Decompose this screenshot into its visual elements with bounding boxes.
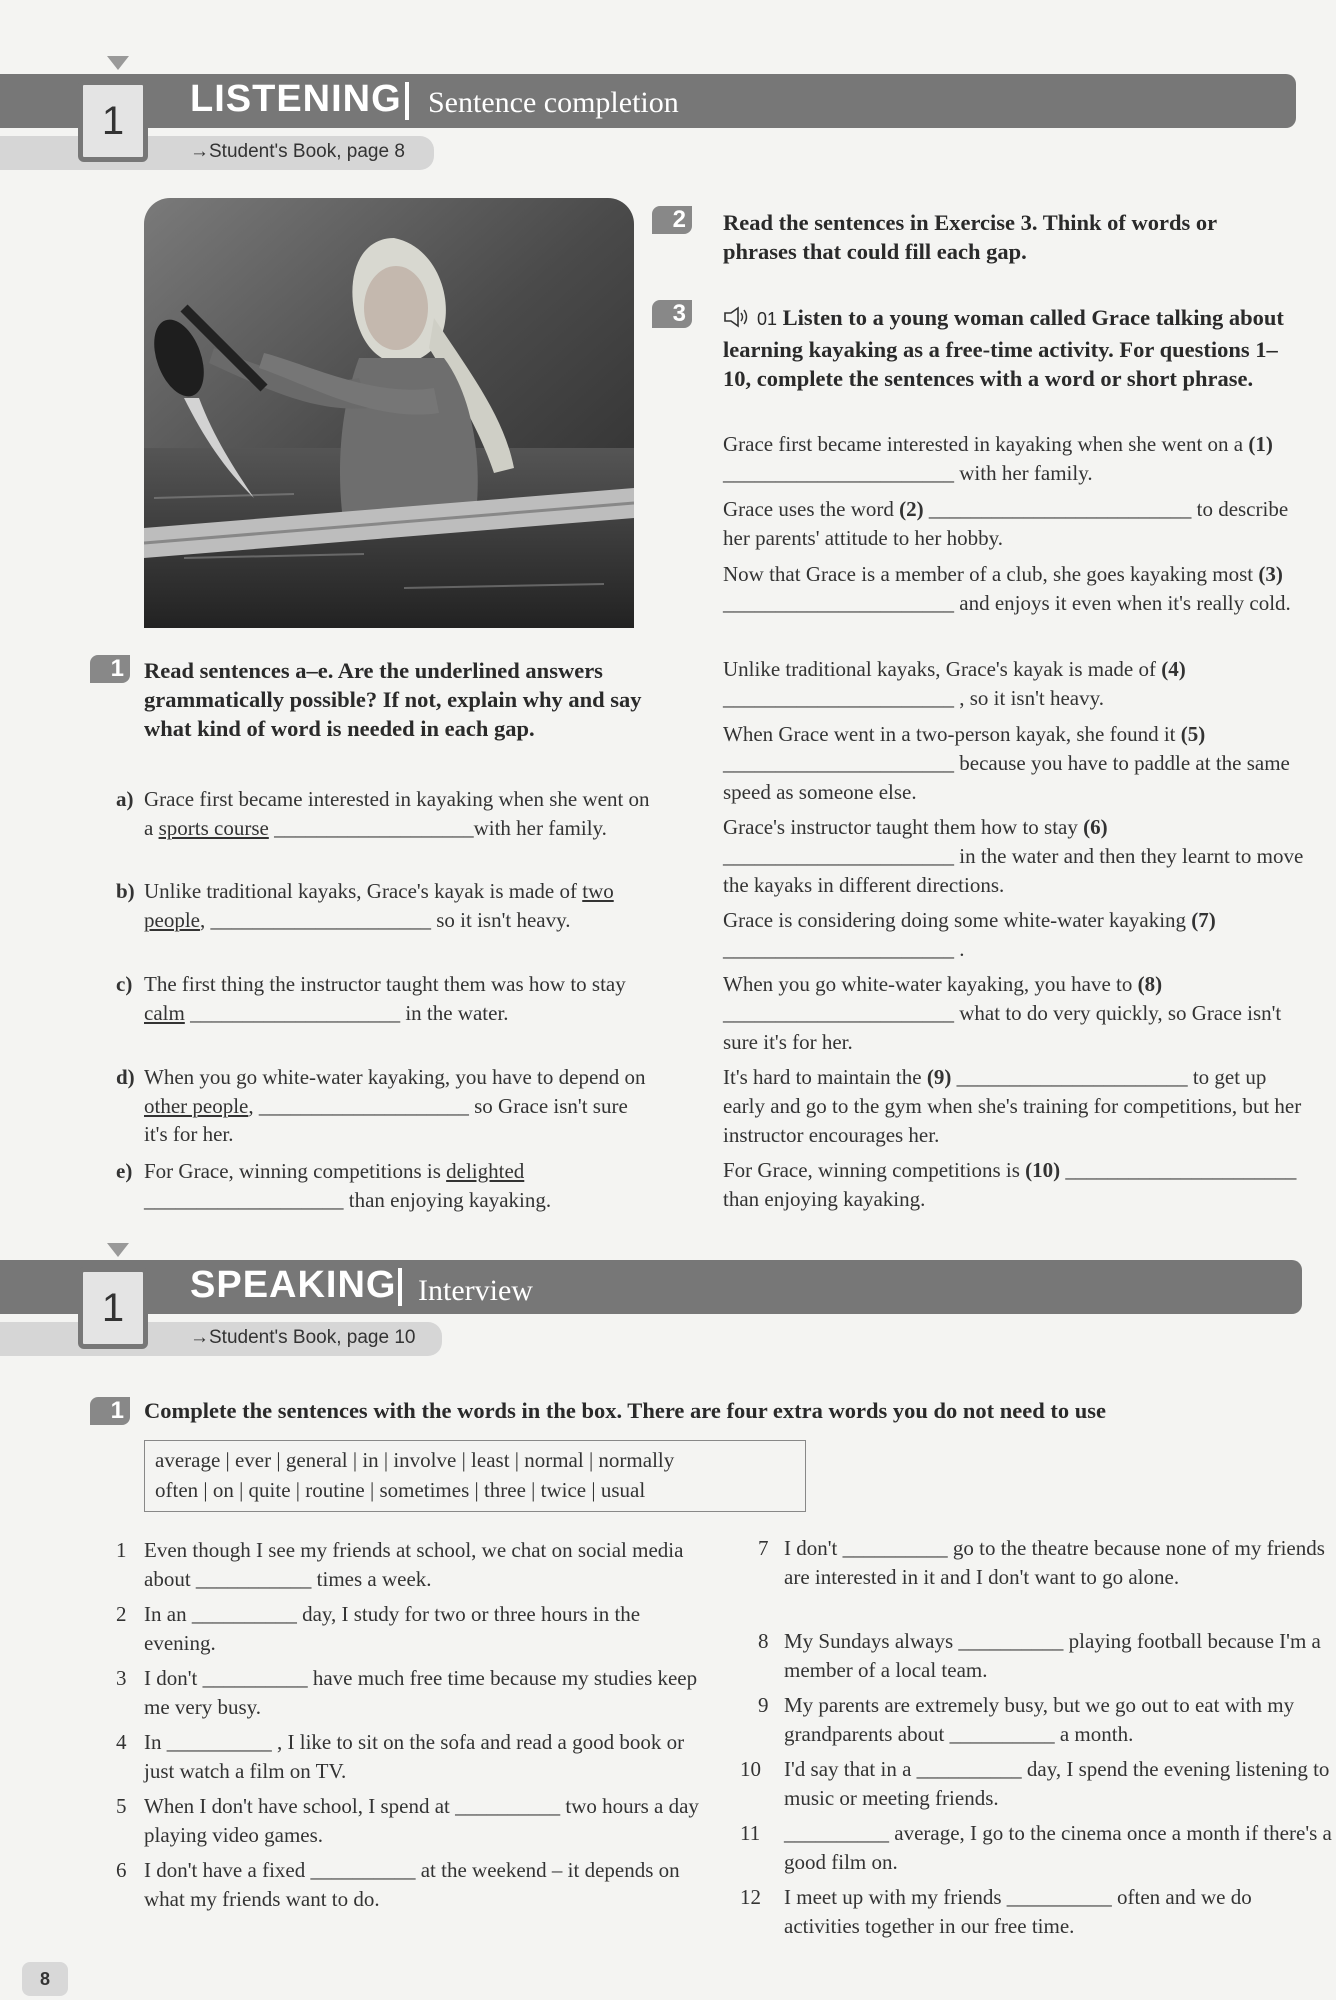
gap-number: (4): [1161, 657, 1186, 681]
sentence-text: Unlike traditional kayaks, Grace's kayak is made of: [723, 657, 1162, 681]
speaking-item-6: [116, 1856, 706, 1913]
speaking-item-5: [116, 1792, 706, 1849]
item-number: 5: [116, 1794, 127, 1818]
item-text: When I don't have school, I spend at __________ two hours a day playing video games.: [144, 1794, 699, 1847]
speaking-subtitle: Interview: [418, 1274, 533, 1307]
item-text: I don't __________ have much free time because my studies keep me very busy.: [144, 1666, 698, 1719]
item-number: 1: [116, 1538, 127, 1562]
speaking-item-9: [740, 1691, 1332, 1748]
listening-book-ref: [0, 136, 434, 170]
item-text-end: ___________________ than enjoying kayaking.: [144, 1187, 552, 1212]
listening-subtitle: Sentence completion: [428, 86, 679, 119]
gap-number: (8): [1137, 972, 1163, 996]
sentence-text-end: ______________________ to get up early and go to the gym when she's training for competitions, but her instructor encourages her.: [723, 1065, 1302, 1147]
section-arrow-marker: [107, 1243, 129, 1257]
sentence-text: When Grace went in a two-person kayak, she found it: [723, 722, 1181, 746]
exercise-3-sentence-4: [723, 655, 1308, 713]
item-text: My Sundays always __________ playing football because I'm a member of a local team.: [784, 1629, 1321, 1682]
exercise-1-item-b: [116, 877, 656, 934]
book-ref-label: →Student's Book, page 10: [190, 1327, 416, 1348]
item-text-end: ____________________ in the water.: [184, 1000, 509, 1025]
section-arrow-marker: [107, 56, 129, 70]
sentence-text: When you go white-water kayaking, you have to: [723, 972, 1138, 996]
speaking-item-2: [116, 1600, 706, 1657]
item-text-end: , _____________________ so it isn't heavy.: [199, 907, 571, 932]
item-text: I meet up with my friends __________ often and we do activities together in our free time.: [784, 1885, 1252, 1938]
speaking-item-4: [116, 1728, 706, 1785]
gap-number: (10): [1025, 1158, 1061, 1182]
item-label: a): [116, 787, 134, 811]
sentence-text-end: ______________________ .: [723, 937, 965, 961]
exercise-3-sentence-1: [723, 430, 1308, 488]
title-divider: [398, 1268, 402, 1306]
sentence-text-end: ______________________ , so it isn't heavy.: [723, 686, 1104, 710]
book-ref-label: →Student's Book, page 8: [190, 141, 405, 162]
item-text: I'd say that in a __________ day, I spend the evening listening to music or meeting friends.: [784, 1757, 1330, 1810]
sentence-text-end: ______________________ what to do very quickly, so Grace isn't sure it's for her.: [723, 1001, 1282, 1054]
exercise-1-item-e: [116, 1157, 656, 1214]
item-number: 2: [116, 1602, 127, 1626]
exercise-2-instruction: Read the sentences in Exercise 3. Think of words or phrases that could fill each gap.: [723, 210, 1217, 264]
sentence-text: Grace uses the word: [723, 497, 900, 521]
exercise-1-item-d: [116, 1063, 656, 1149]
item-label: d): [116, 1065, 135, 1089]
item-text: The first thing the instructor taught them was how to stay: [144, 972, 626, 996]
gap-number: (5): [1180, 722, 1206, 746]
speaking-book-ref: [0, 1322, 442, 1356]
sentence-text-end: ______________________ because you have to paddle at the same speed as someone else.: [723, 751, 1290, 804]
sentence-text: For Grace, winning competitions is: [723, 1158, 1026, 1182]
exercise-3-sentence-9: [723, 1063, 1308, 1150]
sentence-text-end: _________________________ to describe her parents' attitude to her hobby.: [723, 497, 1289, 550]
speaking-title: SPEAKING: [190, 1264, 397, 1306]
title-divider: [405, 82, 409, 120]
item-text: My parents are extremely busy, but we go out to eat with my grandparents about __________ a month.: [784, 1693, 1295, 1746]
underlined-answer: delighted: [446, 1159, 525, 1183]
exercise-1-item-c: [116, 970, 656, 1027]
item-number: 8: [758, 1629, 769, 1653]
listening-title: LISTENING: [190, 78, 402, 120]
gap-number: (7): [1191, 908, 1216, 932]
sentence-text: Grace is considering doing some white-water kayaking: [723, 908, 1192, 932]
sentence-text-end: ______________________ and enjoys it even when it's really cold.: [723, 591, 1291, 615]
item-text-end: ___________________with her family.: [268, 815, 607, 840]
item-label: c): [116, 972, 133, 996]
word-box: [144, 1440, 806, 1512]
underlined-answer: sports course: [158, 815, 269, 840]
item-number: 11: [740, 1821, 761, 1845]
item-text: In __________ , I like to sit on the sofa and read a good book or just watch a film on TV.: [144, 1730, 685, 1783]
sentence-text: It's hard to maintain the: [723, 1065, 927, 1089]
exercise-1-item-a: [116, 785, 656, 842]
item-text: I don't __________ go to the theatre because none of my friends are interested in it and I don't want to go alone.: [784, 1536, 1325, 1589]
underlined-answer: calm: [144, 1000, 185, 1025]
item-number: 6: [116, 1858, 127, 1882]
item-label: b): [116, 879, 135, 903]
kayaking-photo: [144, 198, 634, 628]
item-text: When you go white-water kayaking, you have to depend on: [144, 1065, 646, 1089]
unit-number-box: 1: [78, 1267, 148, 1349]
sentence-text-end: ______________________ in the water and then they learnt to move the kayaks in different directions.: [723, 844, 1304, 897]
exercise-3-sentence-2: [723, 495, 1308, 553]
underlined-answer: two people: [144, 879, 614, 932]
exercise-3-sentence-5: [723, 720, 1308, 807]
gap-number: (6): [1083, 815, 1108, 839]
exercise-3-sentence-6: [723, 813, 1308, 900]
exercise-3-instruction-block: [723, 303, 1303, 393]
exercise-3-sentence-8: [723, 970, 1308, 1057]
speaking-exercise-1-badge: 1: [90, 1397, 130, 1425]
sentence-text: Now that Grace is a member of a club, she goes kayaking most: [723, 562, 1259, 586]
item-text: In an __________ day, I study for two or three hours in the evening.: [144, 1602, 641, 1655]
unit-number-box: 1: [78, 80, 148, 162]
exercise-3-badge: 3: [652, 300, 692, 328]
speaking-item-10: [740, 1755, 1332, 1812]
item-number: 4: [116, 1730, 127, 1754]
item-number: 7: [758, 1536, 769, 1560]
word-box-line-2: often | on | quite | routine | sometimes | three | twice | usual: [155, 1478, 646, 1502]
item-label: e): [116, 1159, 133, 1183]
item-text-end: , ____________________ so Grace isn't sure it's for her.: [144, 1093, 628, 1146]
audio-speaker-icon[interactable]: [723, 306, 753, 335]
speaking-item-3: [116, 1664, 706, 1721]
speaking-exercise-1-instruction: Complete the sentences with the words in the box. There are four extra words you do not need to use: [144, 1398, 1107, 1423]
page-number: 8: [22, 1962, 68, 1996]
exercise-3-instruction: Listen to a young woman called Grace talking about learning kayaking as a free-time activity. For questions 1–10, complete the sentences with a word or short phrase.: [723, 305, 1284, 391]
speaking-item-1: [116, 1536, 706, 1593]
word-box-line-1: average | ever | general | in | involve | least | normal | normally: [155, 1448, 675, 1472]
speaking-item-11: [740, 1819, 1332, 1876]
item-number: 9: [758, 1693, 769, 1717]
speaking-item-12: [740, 1883, 1332, 1940]
exercise-3-sentence-7: [723, 906, 1308, 964]
exercise-2-badge: 2: [652, 206, 692, 234]
sentence-text-end: ______________________ than enjoying kayaking.: [723, 1158, 1297, 1211]
underlined-answer: other people: [144, 1093, 249, 1118]
audio-track-number: 01: [757, 309, 778, 329]
sentence-text: Grace's instructor taught them how to stay: [723, 815, 1084, 839]
item-text: Grace first became interested in kayaking when she went on a: [144, 787, 650, 840]
item-number: 3: [116, 1666, 127, 1690]
exercise-3-sentence-3: [723, 560, 1308, 618]
item-text: __________ average, I go to the cinema once a month if there's a good film on.: [784, 1821, 1332, 1874]
exercise-1-badge: 1: [90, 655, 130, 683]
item-text: Even though I see my friends at school, we chat on social media about ___________ times a week.: [144, 1538, 684, 1591]
sentence-text-end: ______________________ with her family.: [723, 461, 1093, 485]
exercise-3-sentence-10: [723, 1156, 1308, 1214]
gap-number: (2): [899, 497, 924, 521]
item-number: 10: [740, 1757, 761, 1781]
item-text: Unlike traditional kayaks, Grace's kayak is made of: [144, 879, 583, 903]
item-number: 12: [740, 1885, 761, 1909]
item-text: I don't have a fixed __________ at the weekend – it depends on what my friends want to do.: [144, 1858, 680, 1911]
gap-number: (9): [926, 1065, 952, 1089]
speaking-item-7: [740, 1534, 1332, 1591]
item-text: For Grace, winning competitions is: [144, 1159, 447, 1183]
gap-number: (1): [1248, 432, 1273, 456]
speaking-item-8: [740, 1627, 1332, 1684]
exercise-1-instruction: Read sentences a–e. Are the underlined answers grammatically possible? If not, explain why and say what kind of word is needed in each gap.: [144, 658, 642, 741]
gap-number: (3): [1258, 562, 1283, 586]
sentence-text: Grace first became interested in kayaking when she went on a: [723, 432, 1249, 456]
